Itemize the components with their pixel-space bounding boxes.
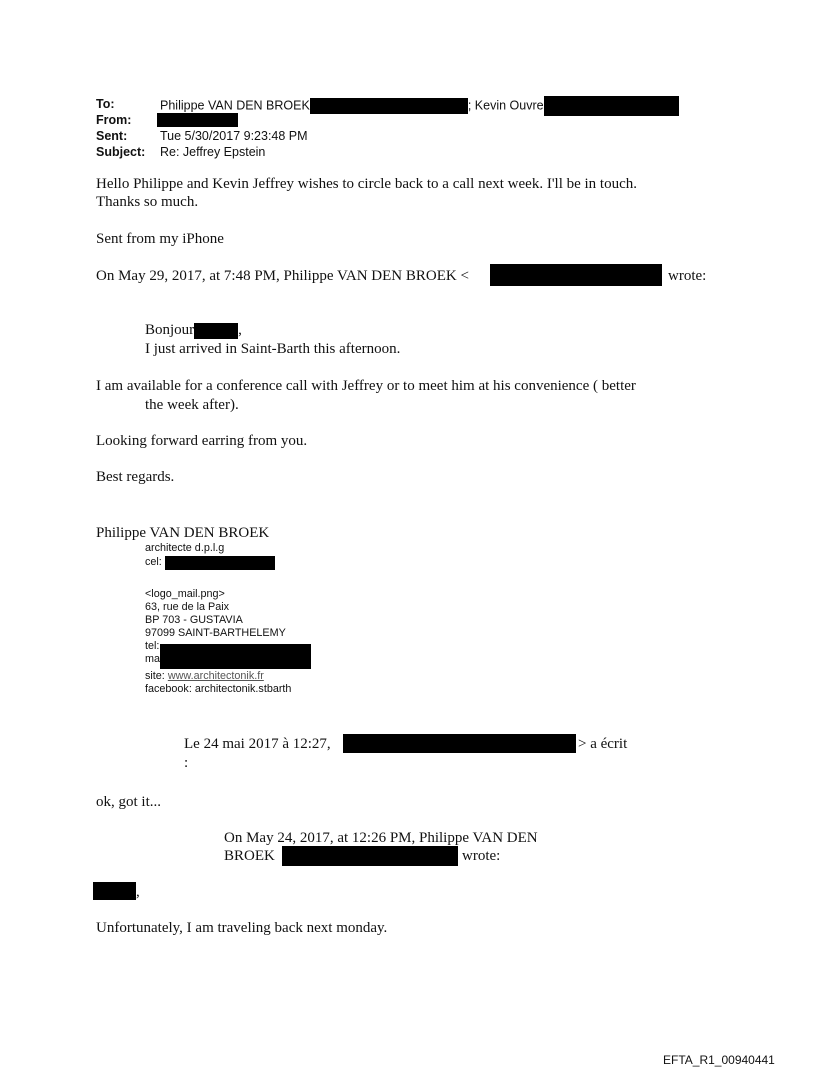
quote2-suffix: > a écrit [578,736,628,752]
signature-title: architecte d.p.l.g [145,542,225,554]
redaction-box [160,644,311,669]
to-label: To: [96,97,115,111]
redaction-box [282,846,458,866]
unfortunately-line: Unfortunately, I am traveling back next monday. [96,920,388,936]
signature-site-row [145,670,264,682]
best-regards-line: Best regards. [96,469,175,485]
header-subject-row [96,144,145,160]
sent-label: Sent: [96,129,128,143]
bonjour-comma: , [238,322,242,338]
signature-address-1: 63, rue de la Paix [145,601,230,613]
to-recipient-2: ; Kevin Ouvre [467,98,544,113]
sent-from-line: Sent from my iPhone [96,231,224,247]
redaction-box [310,98,468,114]
quote3-comma: , [136,884,140,900]
cel-label: cel: [145,556,162,568]
available-line-2: the week after). [145,397,239,413]
header-from-row [96,112,131,128]
redaction-box [157,113,238,127]
redaction-box [490,264,662,286]
header-sent-row [96,128,127,144]
bonjour-word: Bonjour [145,322,195,338]
quote1-prefix: On May 29, 2017, at 7:48 PM, Philippe VAN DEN BROEK < [96,268,469,284]
quote3-line-2-prefix: BROEK [224,848,275,864]
site-link[interactable]: www.architectonik.fr [167,670,264,682]
sent-value: Tue 5/30/2017 9:23:48 PM [160,129,308,143]
mail-label: ma [145,653,160,665]
from-label: From: [96,113,132,127]
redaction-box [165,556,275,570]
available-line-1: I am available for a conference call with Jeffrey or to meet him at his convenience ( better [96,378,636,394]
bonjour-line [145,320,242,340]
quote3-line-1: On May 24, 2017, at 12:26 PM, Philippe VAN DEN [224,830,538,846]
redaction-box [544,96,679,116]
body-line-2: Thanks so much. [96,194,199,210]
subject-value: Re: Jeffrey Epstein [160,145,266,159]
redaction-box [343,734,576,753]
body-line-1: Hello Philippe and Kevin Jeffrey wishes to circle back to a call next week. I'll be in touch. [96,176,638,192]
redaction-box [194,323,238,339]
signature-facebook: facebook: architectonik.stbarth [145,683,292,695]
signature-cel-row [145,556,162,568]
signature-logo: <logo_mail.png> [145,588,225,600]
looking-forward-line: Looking forward earring from you. [96,433,308,449]
signature-name: Philippe VAN DEN BROEK [96,525,270,541]
signature-mail-row [145,653,160,665]
signature-address-2: BP 703 - GUSTAVIA [145,614,243,626]
document-id: EFTA_R1_00940441 [663,1053,775,1067]
tel-label: tel: [145,640,160,652]
quote1-header [96,266,469,286]
redaction-box [93,882,136,900]
header-to-row [96,96,115,112]
signature-tel-row [145,640,159,652]
quote2-colon: : [184,755,189,771]
quote2-prefix: Le 24 mai 2017 à 12:27, [184,736,331,752]
signature-address-3: 97099 SAINT-BARTHELEMY [145,627,286,639]
subject-label: Subject: [96,145,146,159]
quote3-line-2-suffix: wrote: [462,848,501,864]
reply-ok: ok, got it... [96,794,162,810]
to-recipient-1: Philippe VAN DEN BROEK [160,98,310,113]
quote1-suffix: wrote: [668,268,707,284]
site-label: site: [145,670,165,682]
arrived-line: I just arrived in Saint-Barth this afternoon. [145,341,401,357]
